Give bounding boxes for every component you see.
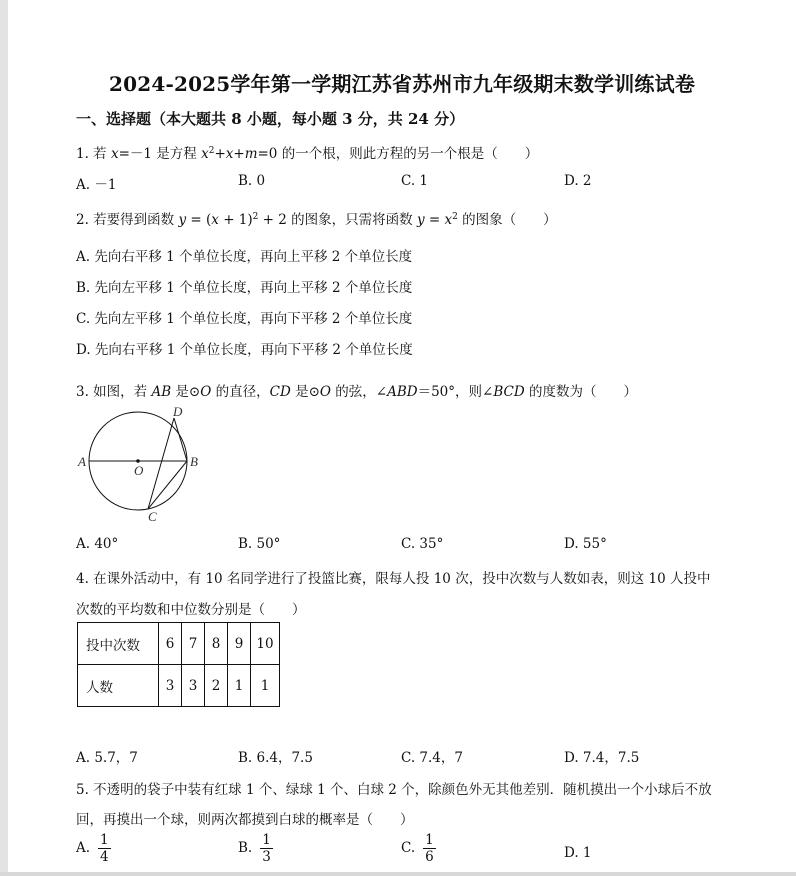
label-a: A: [78, 454, 86, 469]
circle-diagram: [70, 403, 220, 525]
chord-cd: [148, 418, 174, 509]
question-4-option-c: C. 7.4，7: [401, 750, 463, 766]
label-c: C: [148, 509, 157, 524]
question-4-stem-line2: 次数的平均数和中位数分别是（ ）: [76, 602, 306, 618]
question-3-option-c: C. 35°: [401, 536, 444, 552]
label-o: O: [134, 463, 144, 478]
question-2-option-a: A. 先向右平移 1 个单位长度，再向上平移 2 个单位长度: [76, 249, 413, 265]
fraction-one-quarter: $\frac{1}{4}$: [100, 832, 109, 865]
question-4-option-b: B. 6.4，7.5: [238, 750, 313, 766]
question-1-option-b: B. 0: [238, 173, 266, 189]
table-row: [78, 623, 280, 665]
question-4-stem-line1: 4. 在课外活动中，有 10 名同学进行了投篮比赛，限每人投 10 次，投中次数与人数如表，则这 10 人投中: [76, 571, 711, 587]
question-5-option-c: C. $\frac{1}{6}$: [401, 832, 434, 865]
exam-title: 2024-2025学年第一学期江苏省苏州市九年级期末数学训练试卷: [108, 72, 696, 96]
page-bottom-edge: [0, 872, 796, 876]
viewer-left-gutter: [0, 0, 8, 876]
question-1-option-d: D. 2: [564, 173, 592, 189]
table-cell: 7: [182, 623, 205, 665]
question-1-option-c: C. 1: [401, 173, 429, 189]
fraction-one-sixth: $\frac{1}{6}$: [425, 832, 434, 865]
question-2-option-d: D. 先向右平移 1 个单位长度，再向下平移 2 个单位长度: [76, 342, 413, 358]
question-3-option-a: A. 40°: [76, 536, 119, 552]
segment-db: [174, 418, 187, 461]
question-3-option-d: D. 55°: [564, 536, 607, 552]
question-5-option-d: D. 1: [564, 845, 592, 861]
question-5-option-b: B. $\frac{1}{3}$: [238, 832, 271, 865]
question-5-stem-line2: 回，再摸出一个球，则两次都摸到白球的概率是（ ）: [76, 812, 414, 828]
table-cell: 10: [251, 623, 280, 665]
label-d: D: [173, 404, 183, 419]
section-heading: 一、选择题（本大题共 8 小题，每小题 3 分，共 24 分）: [76, 110, 465, 128]
table-row: [78, 665, 280, 707]
table-cell: 9: [228, 623, 251, 665]
label-b: B: [190, 454, 198, 469]
document-page: [8, 0, 796, 872]
table-cell: 3: [182, 665, 205, 707]
table-cell: 8: [205, 623, 228, 665]
question-2-stem: 2. 若要得到函数 $y = (x + 1)^2 + 2$ 的图象，只需将函数 $y = x^2$ 的图象（ ）: [76, 212, 557, 228]
table-cell: 1: [251, 665, 280, 707]
table-cell: 3: [159, 665, 182, 707]
question-1-option-a: A. －1: [76, 177, 117, 193]
frequency-table: [77, 622, 280, 707]
question-5-option-a: A. $\frac{1}{4}$: [76, 832, 109, 865]
fraction-one-third: $\frac{1}{3}$: [262, 832, 271, 865]
question-3-stem: 3. 如图，若 AB 是⊙O 的直径，CD 是⊙O 的弦，∠ABD＝50°，则∠BCD 的度数为（ ）: [76, 384, 637, 400]
question-2-option-b: B. 先向左平移 1 个单位长度，再向上平移 2 个单位长度: [76, 280, 413, 296]
table-cell: 6: [159, 623, 182, 665]
table-cell: 1: [228, 665, 251, 707]
question-3-option-b: B. 50°: [238, 536, 281, 552]
question-5-stem-line1: 5. 不透明的袋子中装有红球 1 个、绿球 1 个、白球 2 个，除颜色外无其他差别．随机摸出一个小球后不放: [76, 782, 712, 798]
question-2-option-c: C. 先向左平移 1 个单位长度，再向下平移 2 个单位长度: [76, 311, 413, 327]
table-header-cell: 人数: [78, 665, 159, 707]
question-1-stem: 1. 若 x=－1 是方程 $x^2+x+m=0$ 的一个根，则此方程的另一个根是（ ）: [76, 146, 539, 162]
table-cell: 2: [205, 665, 228, 707]
table-header-cell: 投中次数: [78, 623, 159, 665]
question-4-option-a: A. 5.7，7: [76, 750, 138, 766]
question-4-option-d: D. 7.4，7.5: [564, 750, 640, 766]
